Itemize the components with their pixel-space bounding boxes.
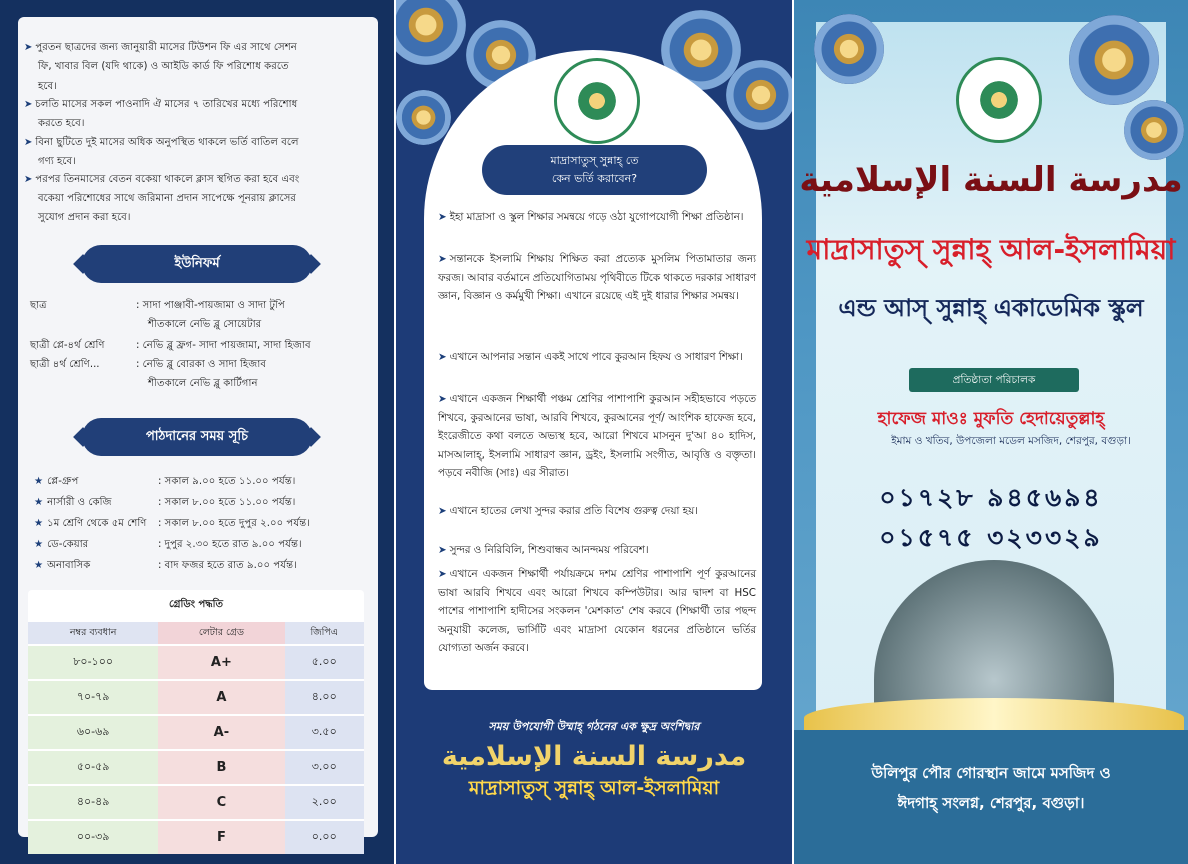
arrow-bullet-icon: ➤ [438,393,447,405]
uniform-what: শীতকালে নেভি ব্লু সোয়েটার [148,319,262,330]
middle-footer [426,718,762,806]
arabic-name-footer: مدرسة السنة الإسلامية [441,741,747,772]
schedule-class: ★ অনাবাসিক [34,560,91,571]
fee-rule-line: ফি, খাবার বিল (যদি থাকে) ও আইডি কার্ড ফি পরিশোধ করতে [38,61,289,72]
founder-label-box [909,368,1079,392]
arrow-bullet-icon: ➤ [438,351,447,363]
grade-cell: ০.০০ [285,820,364,854]
arrow-bullet-icon: ➤ [438,253,447,265]
fee-rule-line: ➤ পুরতন ছাত্রদের জন্য জানুয়ারী মাসের টিউশন ফি এর সাথে সেশন [24,42,297,53]
reason-item: ➤ এখানে হাতের লেখা সুন্দর করার প্রতি বিশেষ গুরুত্ব দেয়া হয়। [438,505,698,517]
ornament-flower [1124,100,1184,160]
schedule-time: : সকাল ৯.০০ হতে ১১.০০ পর্যন্ত। [158,476,296,487]
star-icon: ★ [34,497,44,508]
grade-cell: ৩.৫০ [285,715,364,750]
founder-name: হাফেজ মাওঃ মুফতি হেদায়েতুল্লাহ্ [877,409,1105,429]
arrow-bullet-icon: ➤ [438,544,447,556]
grade-cell: F [158,820,284,854]
schedule-time: : দুপুর ২.৩০ হতে রাত ৯.০০ পর্যন্ত। [158,539,302,550]
grade-cell: A+ [158,645,284,680]
bangla-name-footer: মাদ্রাসাতুস্ সুন্নাহ্ আল-ইসলামিয়া [468,777,720,799]
question-line-1: মাদ্রাসাতুস্ সুন্নাহ্ তে [550,154,639,167]
tagline: সময় উপযোগী উম্মাহ্ গঠনের এক ক্ষুদ্র অংশিদ্বার [488,720,700,733]
middle-panel [396,0,792,864]
grade-row [28,680,364,715]
grade-header-range: নম্বর ব্যবধান [28,622,158,645]
arrow-bullet-icon: ➤ [24,137,33,148]
schedule-class: ★ প্লে-গ্রুপ [34,476,79,487]
right-panel [794,0,1188,864]
schedule-class: ★ ১ম শ্রেণি থেকে ৫ম শেণি [34,518,147,529]
grade-row [28,750,364,785]
schedule-class: ★ নার্সারী ও কেজি [34,497,112,508]
grading-table [28,590,364,845]
why-admit-heading [482,145,707,195]
bangla-name: মাদ্রাসাতুস্ সুন্নাহ্ আল-ইসলামিয়া [806,233,1176,266]
fee-rule-line: হবে। [38,81,57,92]
arrow-bullet-icon: ➤ [438,568,447,580]
fee-rule-line: ➤ চলতি মাসের সকল পাওনাদি ঐ মাসের ৭ তারিখের মধ্যে পরিশোধ [24,99,298,110]
fee-rule-line: বকেয়া পরিশোধের সাথে জরিমানা প্রদান সাপেক্ষে পূনরায় ক্লাসের [38,193,297,204]
fee-rule-line: গণ্য হবে। [38,156,76,167]
star-icon: ★ [34,476,44,487]
grade-cell: ০০-৩৯ [28,820,158,854]
madrasa-logo-right [956,57,1042,143]
grade-cell: ২.০০ [285,785,364,820]
schedule-class: ★ ডে-কেয়ার [34,539,89,550]
grade-row [28,820,364,854]
schedule-title: পাঠদানের সময় সূচি [145,429,249,444]
arrow-bullet-icon: ➤ [438,211,447,223]
grade-cell: ৭০-৭৯ [28,680,158,715]
phone-2: ০১৫৭৫ ৩২৩৩২৯ [879,523,1103,552]
fee-rule-line: ➤ পরপর তিনমাসের বেতন বকেয়া থাকলে ক্লাস স্থগিত করা হবে এবং [24,174,300,185]
grade-cell: ৪.০০ [285,680,364,715]
uniform-who: ছাত্র [30,300,47,311]
grade-header-gpa: জিপিএ [285,622,364,645]
grade-cell: ৩.০০ [285,750,364,785]
uniform-what: শীতকালে নেভি ব্লু কার্টিগান [148,378,258,389]
grade-row [28,645,364,680]
reason-item: ➤ এখানে আপনার সন্তান একই সাথে পাবে কুরআন হিফয ও সাধারণ শিক্ষা। [438,351,743,363]
uniform-who: ছাত্রী ৪র্থ শ্রেণি... [30,359,100,370]
phone-1: ০১৭২৮ ৯৪৫৬৯৪ [879,483,1103,512]
question-line-2: কেন ভর্তি করাবেন? [551,172,638,185]
ornament-flower [396,90,451,145]
ornament-flower [396,0,466,65]
arrow-bullet-icon: ➤ [438,505,447,517]
madrasa-logo [554,58,640,144]
fee-rule-line: ➤ বিনা ছুটিতে দুই মাসের অধিক অনুপস্থিত থাকলে ভর্তি বাতিল বলে [24,137,299,148]
ornament-flower [814,14,884,84]
star-icon: ★ [34,518,44,529]
address [794,758,1188,818]
grade-cell: ৫০-৫৯ [28,750,158,785]
uniform-title: ইউনিফর্ম [174,256,220,271]
reason-item: ➤ সন্তানকে ইসলামি শিক্ষায় শিক্ষিত করা প্রত্যেক মুসলিম পিতামাতার জন্য ফরজ। আবার বর্তমানে প্রতিযোগিতাময় পৃথিবীতে টিকে থাকতে দরকার সাধারণ জ্ঞান, বিজ্ঞান ও কর্মমুখী শিক্ষা। এখানে রয়েছে এই দুই ধারার শিক্ষার সমন্বয়। [438,253,756,303]
address-line-2: ঈদগাহ্ সংলগ্ন, শেরপুর, বগুড়া। [897,794,1085,812]
academy-name: এন্ড আস্ সুন্নাহ্ একাডেমিক স্কুল [838,294,1144,322]
arrow-bullet-icon: ➤ [24,42,33,53]
fee-rule-line: সুযোগ প্রদান করা হবে। [38,212,131,223]
uniform-what: : নেভি ব্লু ফ্রগ- সাদা পায়জামা, সাদা হিজাব [136,340,311,351]
grade-cell: C [158,785,284,820]
reason-item: ➤ এখানে একজন শিক্ষার্থী পঞ্চম শ্রেণির পাশাপাশি কুরআন সহীহভাবে পড়তে শিখবে, কুরআনের ভাষা, আরবি শিখবে, কুরআনের পূর্ণ/ আংশিক হাফেজ হবে, ইংরেজীতে কথা বলতে অভ্যস্থ হবে, আরো শিখবে মাসনুন দু'আ ৪০ হাদিস, মাসআলাহ্, ইসলামি সাধারণ জ্ঞান, ড্রইং, ইসলামি সংগীত, আবৃত্তি ও বক্তৃতা। পড়বে নবীজি (সাঃ) এর সীরাত। [438,393,756,480]
arrow-bullet-icon: ➤ [24,99,33,110]
schedule-time: : বাদ ফজর হতে রাত ৯.০০ পর্যন্ত। [158,560,297,571]
address-line-1: উলিপুর পৌর গোরস্থান জামে মসজিদ ও [871,764,1111,782]
reason-item: ➤ এখানে একজন শিক্ষার্থী পর্যায়ক্রমে দশম শ্রেণির পাশাপাশি পূর্ণ কুরআনের ভাষা আরবি শিখবে এবং আরো শিখবে কম্পিউটার। আর দ্বাদশ বা HSC পাশের পাশাপাশি হাদীসের সংকলন 'মেশকাত' শেষ করবে (শিক্ষার্থী তার পছন্দ অনুযায়ী কলেজ, ভার্সিটি এবং মাদ্রাসা যেকোন ধরনের প্রতিষ্ঠানে ভর্তির যোগ্যতা অর্জন করবে। [438,568,756,655]
uniform-who: ছাত্রী প্লে-৪র্থ শ্রেণি [30,340,105,351]
grade-cell: ৪০-৪৯ [28,785,158,820]
fee-rule-line: করতে হবে। [38,118,85,129]
left-panel [0,0,394,864]
grade-header-letter: লেটার গ্রেড [158,622,284,645]
star-icon: ★ [34,560,44,571]
founder-label: প্রতিষ্ঠাতা পরিচালক [952,374,1036,386]
grade-cell: ৮০-১০০ [28,645,158,680]
arrow-bullet-icon: ➤ [24,174,33,185]
schedule-time: : সকাল ৮.০০ হতে দুপুর ২.০০ পর্যন্ত। [158,518,310,529]
arabic-name: مدرسة السنة الإسلامية [799,160,1183,200]
reason-item: ➤ সুন্দর ও নিরিবিলি, শিশুবান্ধব আনন্দময় পরিবেশ। [438,544,649,556]
grade-row [28,715,364,750]
founder-title: ইমাম ও খতিব, উপজেলা মডেল মসজিদ, শেরপুর, বগুড়া। [891,435,1131,447]
grade-cell: A- [158,715,284,750]
schedule-heading [82,418,312,456]
reason-item: ➤ ইহা মাদ্রাসা ও স্কুল শিক্ষার সমন্বয়ে গড়ে ওঠা যুগোপযোগী শিক্ষা প্রতিষ্ঠান। [438,211,744,223]
uniform-what: : সাদা পাঞ্জাবী-পায়জামা ও সাদা টুপি [136,300,285,311]
uniform-heading [82,245,312,283]
grade-row [28,785,364,820]
grade-cell: ৬০-৬৯ [28,715,158,750]
grade-cell: ৫.০০ [285,645,364,680]
grade-cell: A [158,680,284,715]
grade-cell: B [158,750,284,785]
ornament-flower [1069,15,1159,105]
schedule-time: : সকাল ৮.০০ হতে ১১.০০ পর্যন্ত। [158,497,296,508]
grading-title: গ্রেডিং পদ্ধতি [168,599,224,610]
star-icon: ★ [34,539,44,550]
uniform-what: : নেভি ব্লু বোরকা ও সাদা হিজাব [136,359,266,370]
ornament-flower [726,60,792,130]
